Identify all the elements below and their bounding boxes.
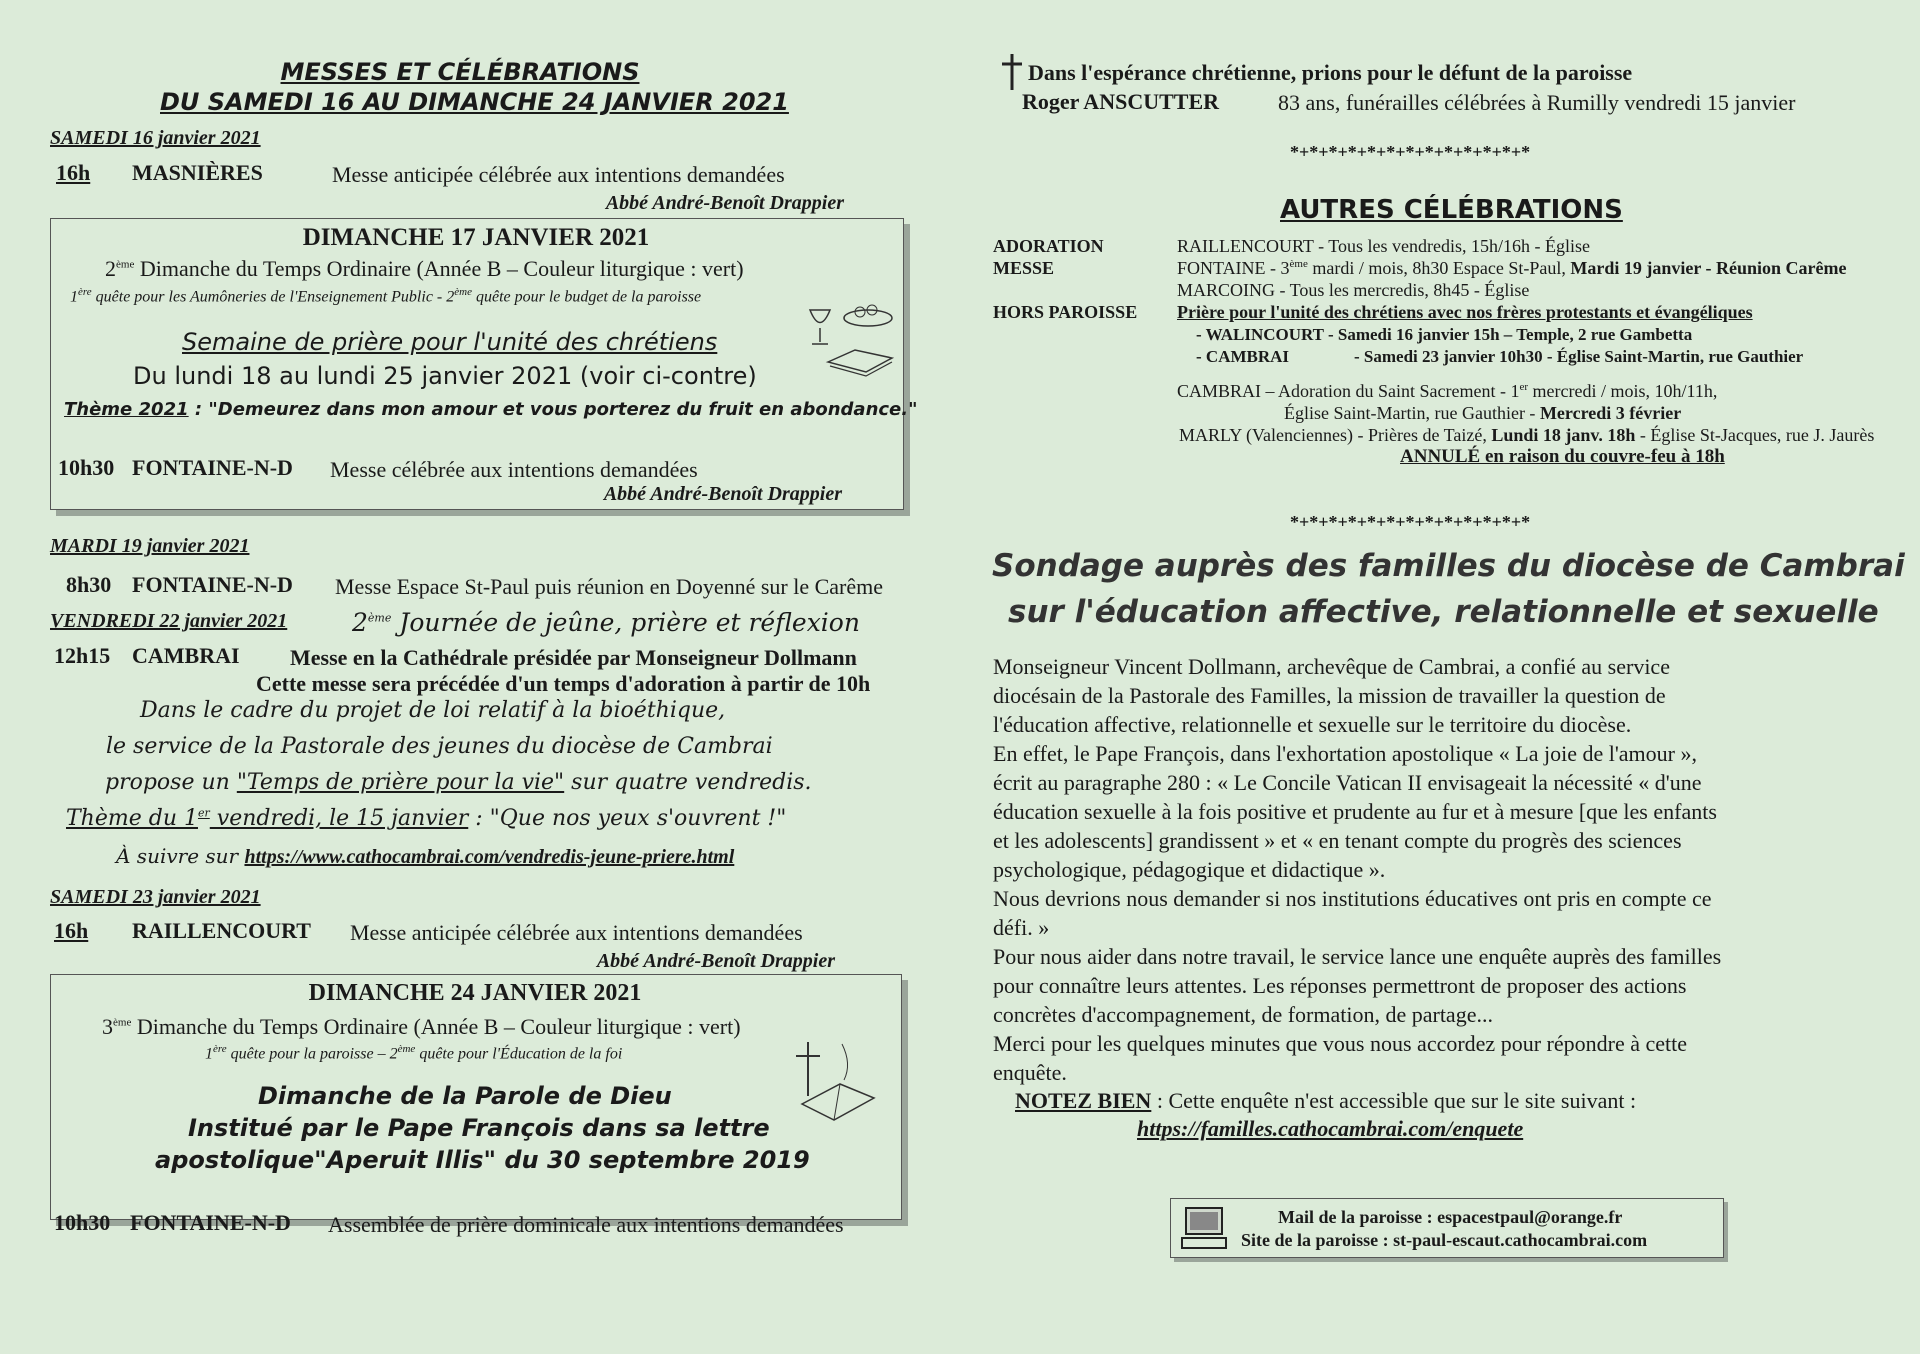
sun17-quete: 1ère quête pour les Aumôneries de l'Enseignement Public - 2ème quête pour le budget de la paroisse (70, 286, 702, 306)
priest-sat16: Abbé André-Benoît Drappier (605, 192, 844, 214)
body-line: défi. » (993, 915, 1050, 940)
sun24-ordinary: 3ème Dimanche du Temps Ordinaire (Année B – Couleur liturgique : vert) (102, 1014, 741, 1039)
link-enquete[interactable]: https://familles.cathocambrai.com/enquete (1137, 1116, 1524, 1141)
time-sat16: 16h (56, 160, 91, 185)
sun17-title: DIMANCHE 17 JANVIER 2021 (302, 224, 650, 251)
body-line: Merci pour les quelques minutes que vous nous accordez pour répondre à cette (993, 1031, 1687, 1056)
defunt-name: Roger ANSCUTTER (1022, 89, 1220, 114)
cambrai-label: - CAMBRAI (1196, 347, 1290, 366)
body-line: diocésain de la Pastorale des Familles, la mission de travailler la question de (993, 683, 1666, 708)
body-line: Monseigneur Vincent Dollmann, archevêque de Cambrai, a confié au service (993, 654, 1670, 679)
time-sun17: 10h30 (58, 455, 115, 480)
place-sat16: MASNIÈRES (132, 160, 263, 185)
week-title: Semaine de prière pour l'unité des chrétiens (182, 328, 718, 356)
sondage-title-1: Sondage auprès des familles du diocèse de Cambrai (992, 548, 1905, 584)
place-sun17: FONTAINE-N-D (132, 455, 293, 480)
place-tue19: FONTAINE-N-D (132, 572, 293, 597)
computer-icon (1178, 1204, 1230, 1252)
separator-1: *+*+*+*+*+*+*+*+*+*+*+*+* (1290, 142, 1531, 162)
parole-line3: apostolique"Aperuit Illis" du 30 septembre 2019 (155, 1146, 810, 1174)
body-line: Pour nous aider dans notre travail, le service lance une enquête auprès des familles (993, 944, 1722, 969)
body-line: écrit au paragraphe 280 : « Le Concile Vatican II envisageait la nécessité « d'une (993, 770, 1702, 795)
body-line: En effet, le Pape François, dans l'exhortation apostolique « La joie de l'amour », (993, 741, 1697, 766)
row-fontaine: FONTAINE - 3ème mardi / mois, 8h30 Espace St-Paul, Mardi 19 janvier - Réunion Carême (1177, 258, 1847, 278)
theme-2021: Thème 2021 : "Demeurez dans mon amour et vous porterez du fruit en abondance." (64, 399, 918, 420)
defunt-detail: 83 ans, funérailles célébrées à Rumilly vendredi 15 janvier (1278, 90, 1796, 115)
body-line: l'éducation affective, relationnelle et sexuelle sur le territoire du diocèse. (993, 712, 1632, 737)
title-line1: MESSES ET CÉLÉBRATIONS (280, 58, 640, 86)
marly-row: MARLY (Valenciennes) - Prières de Taizé, Lundi 18 janv. 18h - Église St-Jacques, rue J. Jaurès (1179, 425, 1875, 445)
cross-icon (998, 52, 1028, 92)
annule-note: ANNULÉ en raison du couvre-feu à 18h (1400, 446, 1725, 467)
desc1-fri22: Messe en la Cathédrale présidée par Monseigneur Dollmann (290, 645, 857, 670)
week-dates: Du lundi 18 au lundi 25 janvier 2021 (voir ci-contre) (133, 362, 757, 390)
site-line: Site de la paroisse : st-paul-escaut.cathocambrai.com (1241, 1230, 1648, 1250)
parole-line2: Institué par le Pape François dans sa lettre (188, 1114, 770, 1142)
desc-sun24: Assemblée de prière dominicale aux intentions demandées (328, 1212, 844, 1237)
place-fri22: CAMBRAI (132, 643, 240, 668)
time-sat23: 16h (54, 918, 89, 943)
hors-label: HORS PAROISSE (993, 302, 1138, 322)
mail-line: Mail de la paroisse : espacestpaul@orange.fr (1278, 1207, 1623, 1227)
time-sun24: 10h30 (54, 1210, 111, 1235)
bio-line4: Thème du 1er vendredi, le 15 janvier : "Que nos yeux s'ouvrent !" (66, 806, 787, 831)
adoration-label: ADORATION (993, 236, 1104, 256)
body-line: Nous devrions nous demander si nos institutions éducatives ont pris en compte ce (993, 886, 1712, 911)
desc-tue19: Messe Espace St-Paul puis réunion en Doyenné sur le Carême (335, 574, 884, 599)
chalice-bread-bible-icon (800, 300, 900, 380)
title-line2: DU SAMEDI 16 AU DIMANCHE 24 JANVIER 2021 (160, 88, 789, 116)
link-vendredis[interactable]: https://www.cathocambrai.com/vendredis-jeune-priere.html (244, 846, 735, 868)
body-line: et les adolescents] grandissent » et « en tenant compte du progrès des sciences (993, 828, 1682, 853)
priest-sat23: Abbé André-Benoît Drappier (596, 950, 835, 972)
walincourt-row: - WALINCOURT - Samedi 16 janvier 15h – Temple, 2 rue Gambetta (1196, 325, 1693, 344)
row-raillencourt: RAILLENCOURT - Tous les vendredis, 15h/16h - Église (1177, 236, 1590, 256)
body-line: enquête. (993, 1060, 1067, 1085)
day-sat23: SAMEDI 23 janvier 2021 (50, 886, 261, 908)
cambrai-text: - Samedi 23 janvier 10h30 - Église Saint-Martin, rue Gauthier (1354, 347, 1804, 366)
cambrai-adoration-2: Église Saint-Martin, rue Gauthier - Mercredi 3 février (1284, 403, 1682, 423)
desc-sun17: Messe célébrée aux intentions demandées (330, 457, 698, 482)
sondage-title-2: sur l'éducation affective, relationnelle et sexuelle (1008, 594, 1879, 630)
day-tue19: MARDI 19 janvier 2021 (50, 535, 250, 557)
row-marcoing: MARCOING - Tous les mercredis, 8h45 - Église (1177, 280, 1530, 300)
body-line: pour connaître leurs attentes. Les réponses permettront de proposer des actions (993, 973, 1687, 998)
bio-line1: Dans le cadre du projet de loi relatif à la bioéthique, (140, 698, 726, 723)
place-sun24: FONTAINE-N-D (130, 1210, 291, 1235)
bio-line2: le service de la Pastorale des jeunes du diocèse de Cambrai (106, 734, 773, 759)
cross-bible-icon (782, 1034, 882, 1124)
body-line: concrètes d'accompagnement, de formation, de partage... (993, 1002, 1493, 1027)
notez-bien: NOTEZ BIEN : Cette enquête n'est accessible que sur le site suivant : (1015, 1088, 1637, 1113)
desc-sat23: Messe anticipée célébrée aux intentions demandées (350, 920, 803, 945)
messe-label: MESSE (993, 258, 1055, 278)
cambrai-adoration: CAMBRAI – Adoration du Saint Sacrement - 1er mercredi / mois, 10h/11h, (1177, 381, 1718, 401)
sondage-body (993, 652, 1721, 1087)
body-line: éducation sexuelle à la fois positive et prudente au fur et à mesure [que les enfants (993, 799, 1717, 824)
desc-sat16: Messe anticipée célébrée aux intentions demandées (332, 162, 785, 187)
place-sat23: RAILLENCOURT (132, 918, 311, 943)
bio-line5: À suivre sur https://www.cathocambrai.com/vendredis-jeune-priere.html (116, 844, 735, 868)
bio-line3: propose un "Temps de prière pour la vie" sur quatre vendredis. (105, 770, 812, 795)
sun24-quete: 1ère quête pour la paroisse – 2ème quête pour l'Éducation de la foi (205, 1043, 623, 1063)
body-line: psychologique, pédagogique et didactique ». (993, 857, 1386, 882)
priere-unite: Prière pour l'unité des chrétiens avec nos frères protestants et évangéliques (1177, 302, 1753, 322)
fri22-journee: 2ème Journée de jeûne, prière et réflexion (352, 608, 860, 637)
separator-2: *+*+*+*+*+*+*+*+*+*+*+*+* (1290, 512, 1531, 532)
time-tue19: 8h30 (66, 572, 112, 597)
day-sat16: SAMEDI 16 janvier 2021 (50, 127, 261, 149)
parole-line1: Dimanche de la Parole de Dieu (258, 1082, 672, 1110)
time-fri22: 12h15 (54, 643, 111, 668)
desc2-fri22: Cette messe sera précédée d'un temps d'adoration à partir de 10h (256, 671, 871, 696)
day-fri22: VENDREDI 22 janvier 2021 (50, 610, 288, 632)
priest-sun17: Abbé André-Benoît Drappier (603, 483, 842, 505)
sun24-title: DIMANCHE 24 JANVIER 2021 (308, 980, 642, 1006)
defunt-line1: Dans l'espérance chrétienne, prions pour le défunt de la paroisse (1028, 60, 1633, 85)
sun17-ordinary: 2ème Dimanche du Temps Ordinaire (Année B – Couleur liturgique : vert) (105, 256, 744, 281)
autres-title: AUTRES CÉLÉBRATIONS (1280, 195, 1623, 225)
